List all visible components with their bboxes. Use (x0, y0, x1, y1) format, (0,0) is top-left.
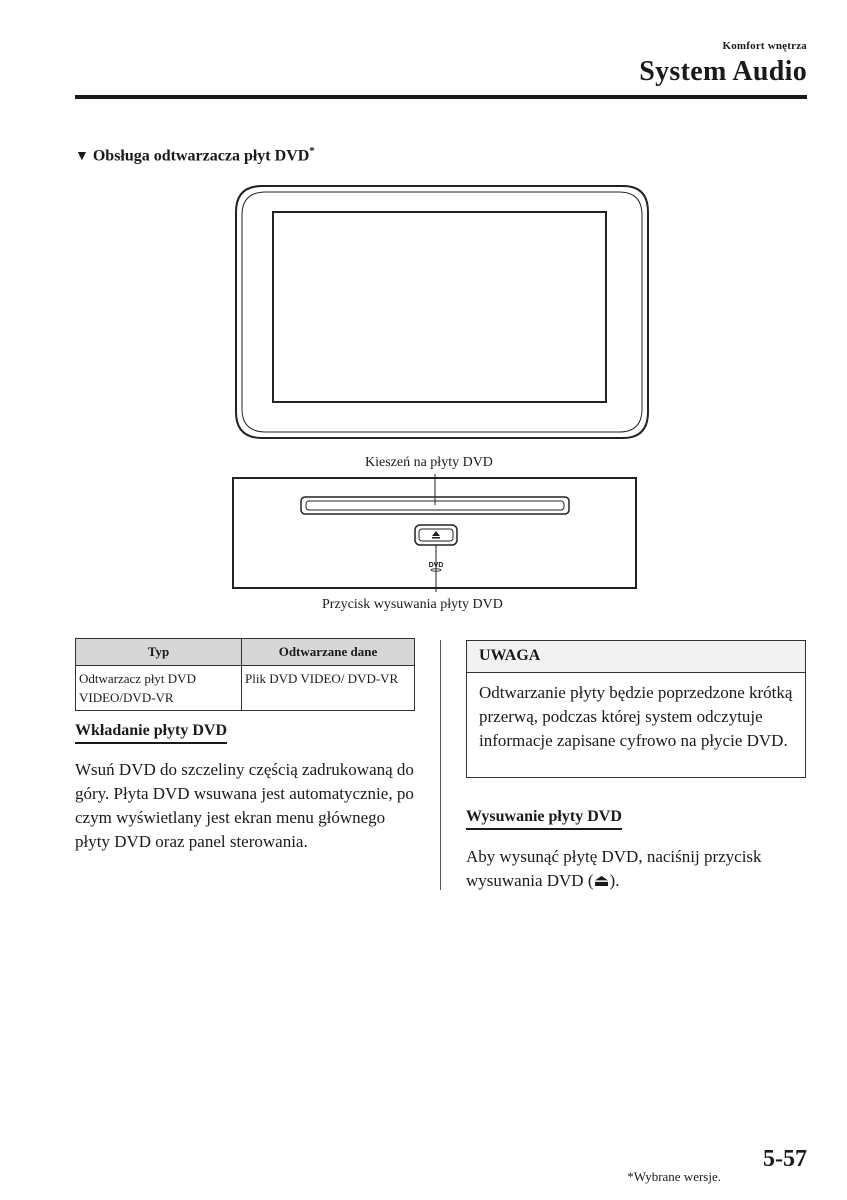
ejecting-paragraph (466, 845, 796, 893)
table-row (76, 666, 415, 711)
inserting-heading: Wkładanie płyty DVD (75, 722, 227, 744)
table-cell-data: Plik DVD VIDEO/ DVD-VR (242, 666, 415, 711)
chapter-label: Komfort wnętrza (722, 40, 807, 52)
page-title: System Audio (639, 56, 807, 87)
ejecting-text-end: ). (609, 871, 620, 890)
format-table (75, 638, 415, 711)
ejecting-heading: Wysuwanie płyty DVD (466, 808, 622, 830)
slot-label: Kieszeń na płyty DVD (365, 455, 493, 470)
triangle-marker-icon: ▼ (75, 149, 89, 165)
svg-text:DVD: DVD (428, 562, 444, 569)
note-heading: UWAGA (467, 641, 805, 673)
eject-button-icon (415, 525, 457, 592)
display-screen-icon (236, 186, 648, 438)
optional-asterisk: * (309, 145, 315, 157)
eject-symbol-icon: ⏏ (593, 871, 610, 890)
page-number: 5-57 (763, 1146, 807, 1172)
column-divider (440, 640, 441, 890)
ejecting-text: Aby wysunąć płytę DVD, naciśnij przycisk wysuwania DVD ( (466, 847, 762, 890)
note-box (466, 640, 806, 778)
table-header-type: Typ (76, 639, 242, 666)
note-text: Odtwarzanie płyty będzie poprzedzone krótką przerwą, podczas której system odczytuje informacje zapisane cyfrowo na płycie DVD. (479, 683, 793, 750)
table-header-data: Odtwarzane dane (242, 639, 415, 666)
table-cell-type: Odtwarzacz płyt DVD VIDEO/DVD-VR (76, 666, 242, 711)
footnote: *Wybrane wersje. (627, 1169, 721, 1184)
section-title: Obsługa odtwarzacza płyt DVD (92, 147, 310, 165)
eject-button-label: Przycisk wysuwania płyty DVD (322, 597, 503, 612)
table-header-row (76, 639, 415, 666)
inserting-paragraph: Wsuń DVD do szczeliny częścią zadrukowaną do góry. Płyta DVD wsuwana jest automatycznie, po czym wyświetlany jest ekran menu głównego płyty DVD oraz panel sterowania. (75, 760, 414, 851)
